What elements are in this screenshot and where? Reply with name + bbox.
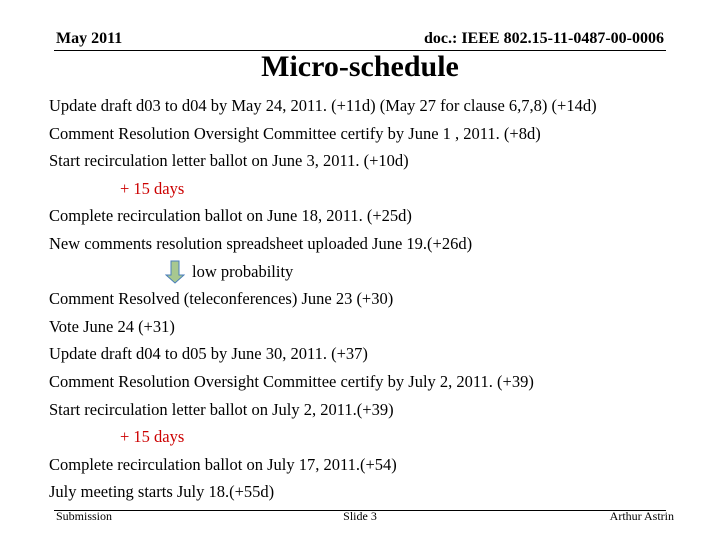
header-date: May 2011 <box>56 30 123 47</box>
footer-author: Arthur Astrin <box>609 509 674 523</box>
schedule-line: July meeting starts July 18.(+55d) <box>49 482 275 502</box>
schedule-list <box>49 92 709 506</box>
schedule-line: Start recirculation letter ballot on July 2, 2011.(+39) <box>49 399 394 419</box>
low-probability-row <box>49 258 709 286</box>
schedule-line: Complete recirculation ballot on June 18, 2011. (+25d) <box>49 206 412 226</box>
slide-title: Micro-schedule <box>261 50 459 83</box>
schedule-line: Vote June 24 (+31) <box>49 316 175 336</box>
footer-submission: Submission <box>56 509 113 523</box>
schedule-line: Comment Resolution Oversight Committee certify by July 2, 2011. (+39) <box>49 371 534 391</box>
schedule-line: Comment Resolved (teleconferences) June 23 (+30) <box>49 289 394 309</box>
schedule-interval: + 15 days <box>120 178 185 198</box>
header-doc-id: doc.: IEEE 802.15-11-0487-00-0006 <box>424 30 664 47</box>
schedule-line: Start recirculation letter ballot on June 3, 2011. (+10d) <box>49 151 409 171</box>
low-probability-label: low probability <box>192 261 294 281</box>
schedule-line: New comments resolution spreadsheet uploaded June 19.(+26d) <box>49 233 473 253</box>
schedule-line: Complete recirculation ballot on July 17, 2011.(+54) <box>49 454 397 474</box>
footer-slide-number: Slide 3 <box>343 509 377 523</box>
down-arrow-icon <box>165 260 185 284</box>
schedule-line: Comment Resolution Oversight Committee certify by June 1 , 2011. (+8d) <box>49 123 541 143</box>
schedule-line: Update draft d04 to d05 by June 30, 2011. (+37) <box>49 344 368 364</box>
schedule-interval: + 15 days <box>120 427 185 447</box>
schedule-line: Update draft d03 to d04 by May 24, 2011. (+11d) (May 27 for clause 6,7,8) (+14d) <box>49 96 597 115</box>
